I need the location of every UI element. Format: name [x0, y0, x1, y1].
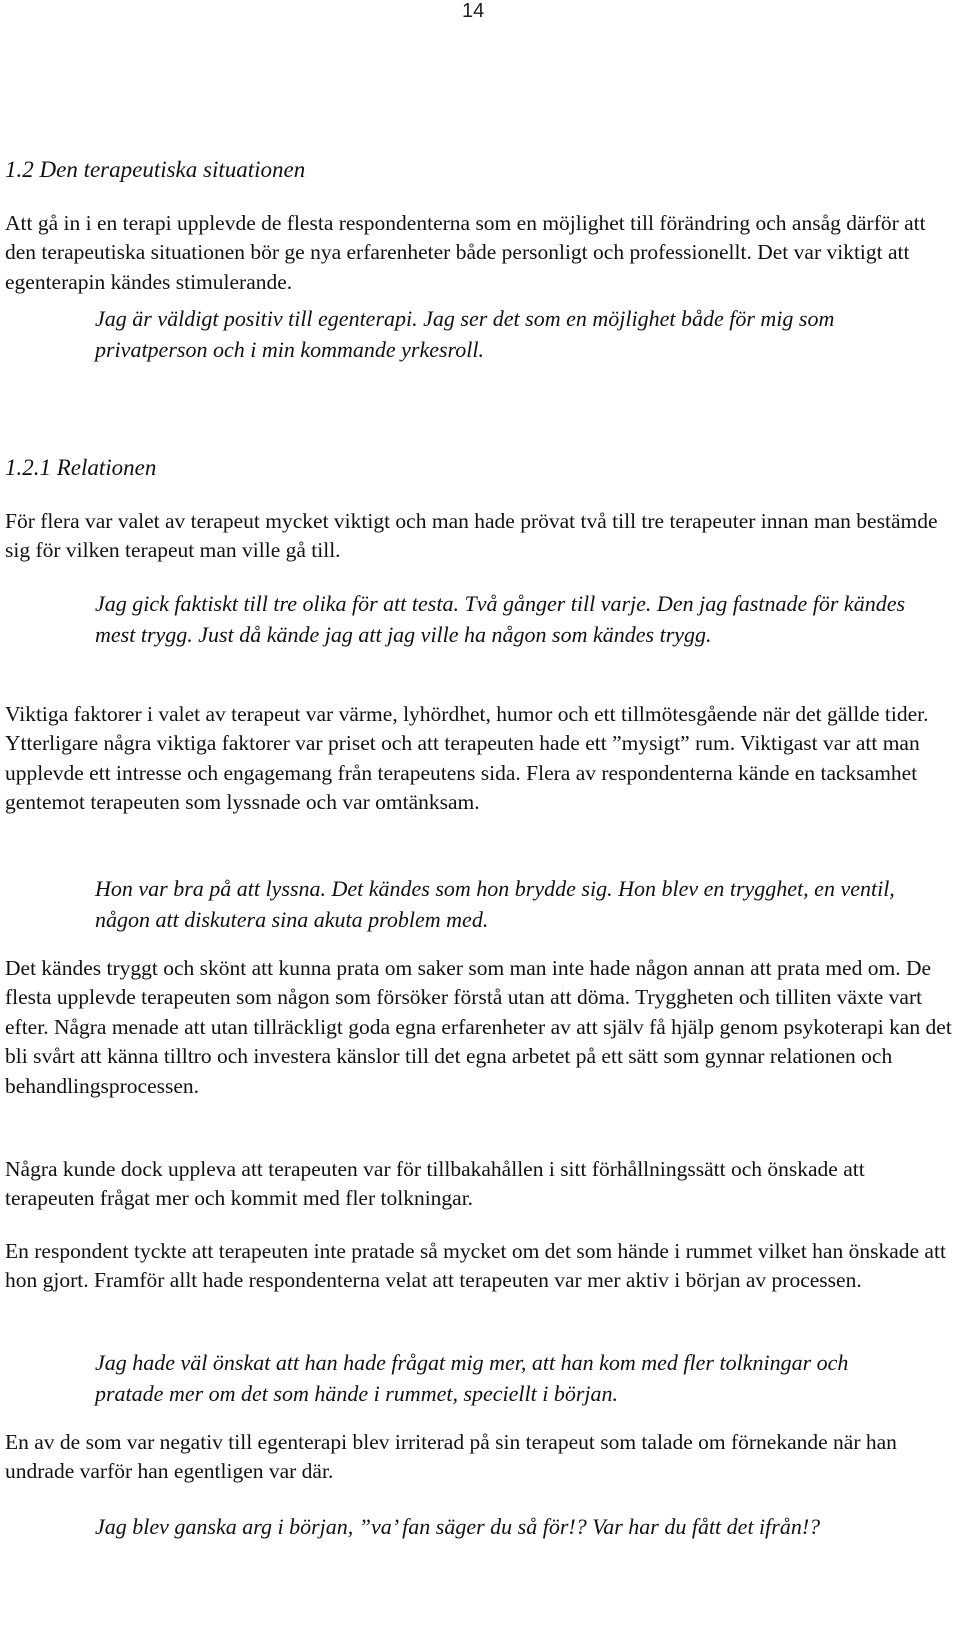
- paragraph: Viktiga faktorer i valet av terapeut var värme, lyhördhet, humor och ett tillmötesgående när det gällde tider. Ytterligare några viktiga faktorer var priset och att terapeuten hade ett ”mysigt” rum. Viktigast var att man upplevde ett intresse och engagemang från terapeutens sida. Flera av respondenterna kände en tacksamhet gentemot terapeuten som lyssnade och var omtänksam.: [5, 702, 929, 815]
- paragraph: En av de som var negativ till egenterapi blev irriterad på sin terapeut som talade om förnekande när han undrade varför han egentligen var där.: [5, 1430, 897, 1484]
- interview-quote: Hon var bra på att lyssna. Det kändes som hon brydde sig. Hon blev en trygghet, en ventil, någon att diskutera sina akuta problem med.: [95, 876, 895, 932]
- interview-quote: Jag blev ganska arg i början, ”va’ fan säger du så för!? Var har du fått det ifrån!?: [95, 1514, 821, 1539]
- paragraph: En respondent tyckte att terapeuten inte pratade så mycket om det som hände i rummet vilket han önskade att hon gjort. Framför allt hade respondenterna velat att terapeuten var mer aktiv i början av processen.: [5, 1239, 946, 1293]
- paragraph: Det kändes tryggt och skönt att kunna prata om saker som man inte hade någon annan att prata med om. De flesta upplevde terapeuten som någon som försöker förstå utan att döma. Tryggheten och tilliten växte vart efter. Några menade att utan tillräckligt goda egna erfarenheter av att själv få hjälp genom psykoterapi kan det bli svårt att känna tilltro och investera känslor till det egna arbetet på ett sätt som gynnar relationen och behandlingsprocessen.: [5, 956, 952, 1098]
- paragraph: Att gå in i en terapi upplevde de flesta respondenterna som en möjlighet till förändring och ansåg därför att den terapeutiska situationen bör ge nya erfarenheter både personligt och professionellt. Det var viktigt att egenterapin kändes stimulerande.: [5, 211, 926, 294]
- page-number: 14: [462, 0, 485, 22]
- interview-quote: Jag gick faktiskt till tre olika för att testa. Två gånger till varje. Den jag fastnade för kändes mest trygg. Just då kände jag att jag ville ha någon som kändes trygg.: [95, 591, 906, 647]
- paragraph: För flera var valet av terapeut mycket viktigt och man hade prövat två till tre terapeuter innan man bestämde sig för vilken terapeut man ville gå till.: [5, 509, 938, 563]
- interview-quote: Jag är väldigt positiv till egenterapi. Jag ser det som en möjlighet både för mig som privatperson och i min kommande yrkesroll.: [95, 306, 835, 362]
- interview-quote: Jag hade väl önskat att han hade frågat mig mer, att han kom med fler tolkningar och pratade mer om det som hände i rummet, speciellt i början.: [95, 1350, 849, 1406]
- section-heading: 1.2 Den terapeutiska situationen: [5, 157, 306, 182]
- subsection-heading: 1.2.1 Relationen: [5, 455, 157, 480]
- paragraph: Några kunde dock uppleva att terapeuten var för tillbakahållen i sitt förhållningssätt och önskade att terapeuten frågat mer och kommit med fler tolkningar.: [5, 1157, 865, 1211]
